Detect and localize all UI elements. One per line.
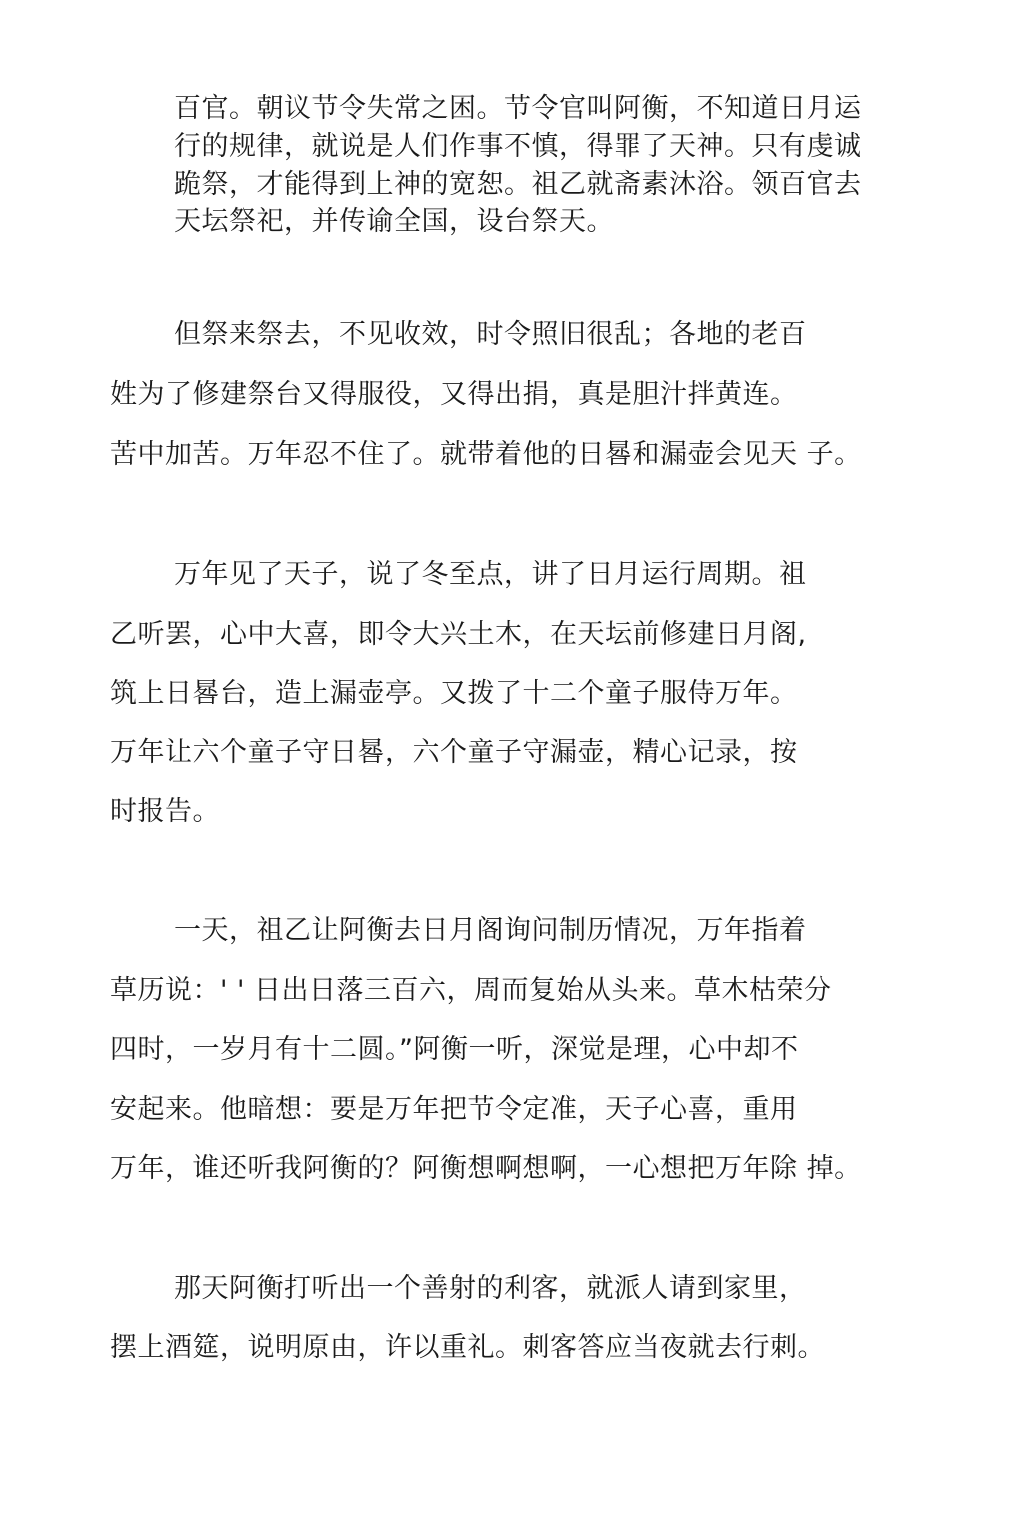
paragraph-line: 那天阿衡打听出一个善射的利客，就派人请到家里， [174,1273,807,1304]
paragraph-line: 跪祭，才能得到上神的宽恕。祖乙就斋素沐浴。领百官去 [174,169,862,200]
paragraph-line: 姓为了修建祭台又得服役，又得出捐，真是胆汁拌黄连。 [110,379,798,410]
paragraph-line: 草历说：' ' 日出日落三百六，周而复始从头来。草木枯荣分 [110,975,832,1006]
paragraph-line: 时报告。 [110,796,220,827]
paragraph-line: 万年让六个童子守日晷，六个童子守漏壶，精心记录，按 [110,737,798,768]
paragraph-line: 筑上日晷台，造上漏壶亭。又拨了十二个童子服侍万年。 [110,678,798,709]
paragraph-line: 但祭来祭去，不见收效，时令照旧很乱；各地的老百 [174,319,807,350]
paragraph-line: 一天，祖乙让阿衡去日月阁询问制历情况，万年指着 [174,915,807,946]
paragraph-line: 万年，谁还听我阿衡的？阿衡想啊想啊，一心想把万年除 掉。 [110,1153,862,1184]
paragraph-line: 行的规律，就说是人们作事不慎，得罪了天神。只有虔诚 [174,131,862,162]
paragraph-line: 乙听罢，心中大喜，即令大兴土木，在天坛前修建日月阁, [110,619,807,650]
paragraph-line: 百官。朝议节令失常之困。节令官叫阿衡，不知道日月运 [174,93,862,124]
paragraph-line: 万年见了天子，说了冬至点，讲了日月运行周期。祖 [174,559,807,590]
paragraph-line: 天坛祭祀，并传谕全国，设台祭天。 [174,206,614,237]
paragraph-line: 苦中加苦。万年忍不住了。就带着他的日晷和漏壶会见天 子。 [110,439,862,470]
paragraph-line: 四时，一岁月有十二圆。”阿衡一听，深觉是理，心中却不 [110,1034,799,1065]
paragraph-line: 安起来。他暗想：要是万年把节令定准，天子心喜，重用 [110,1094,798,1125]
paragraph-line: 摆上酒筵，说明原由，许以重礼。刺客答应当夜就去行刺。 [110,1332,825,1363]
